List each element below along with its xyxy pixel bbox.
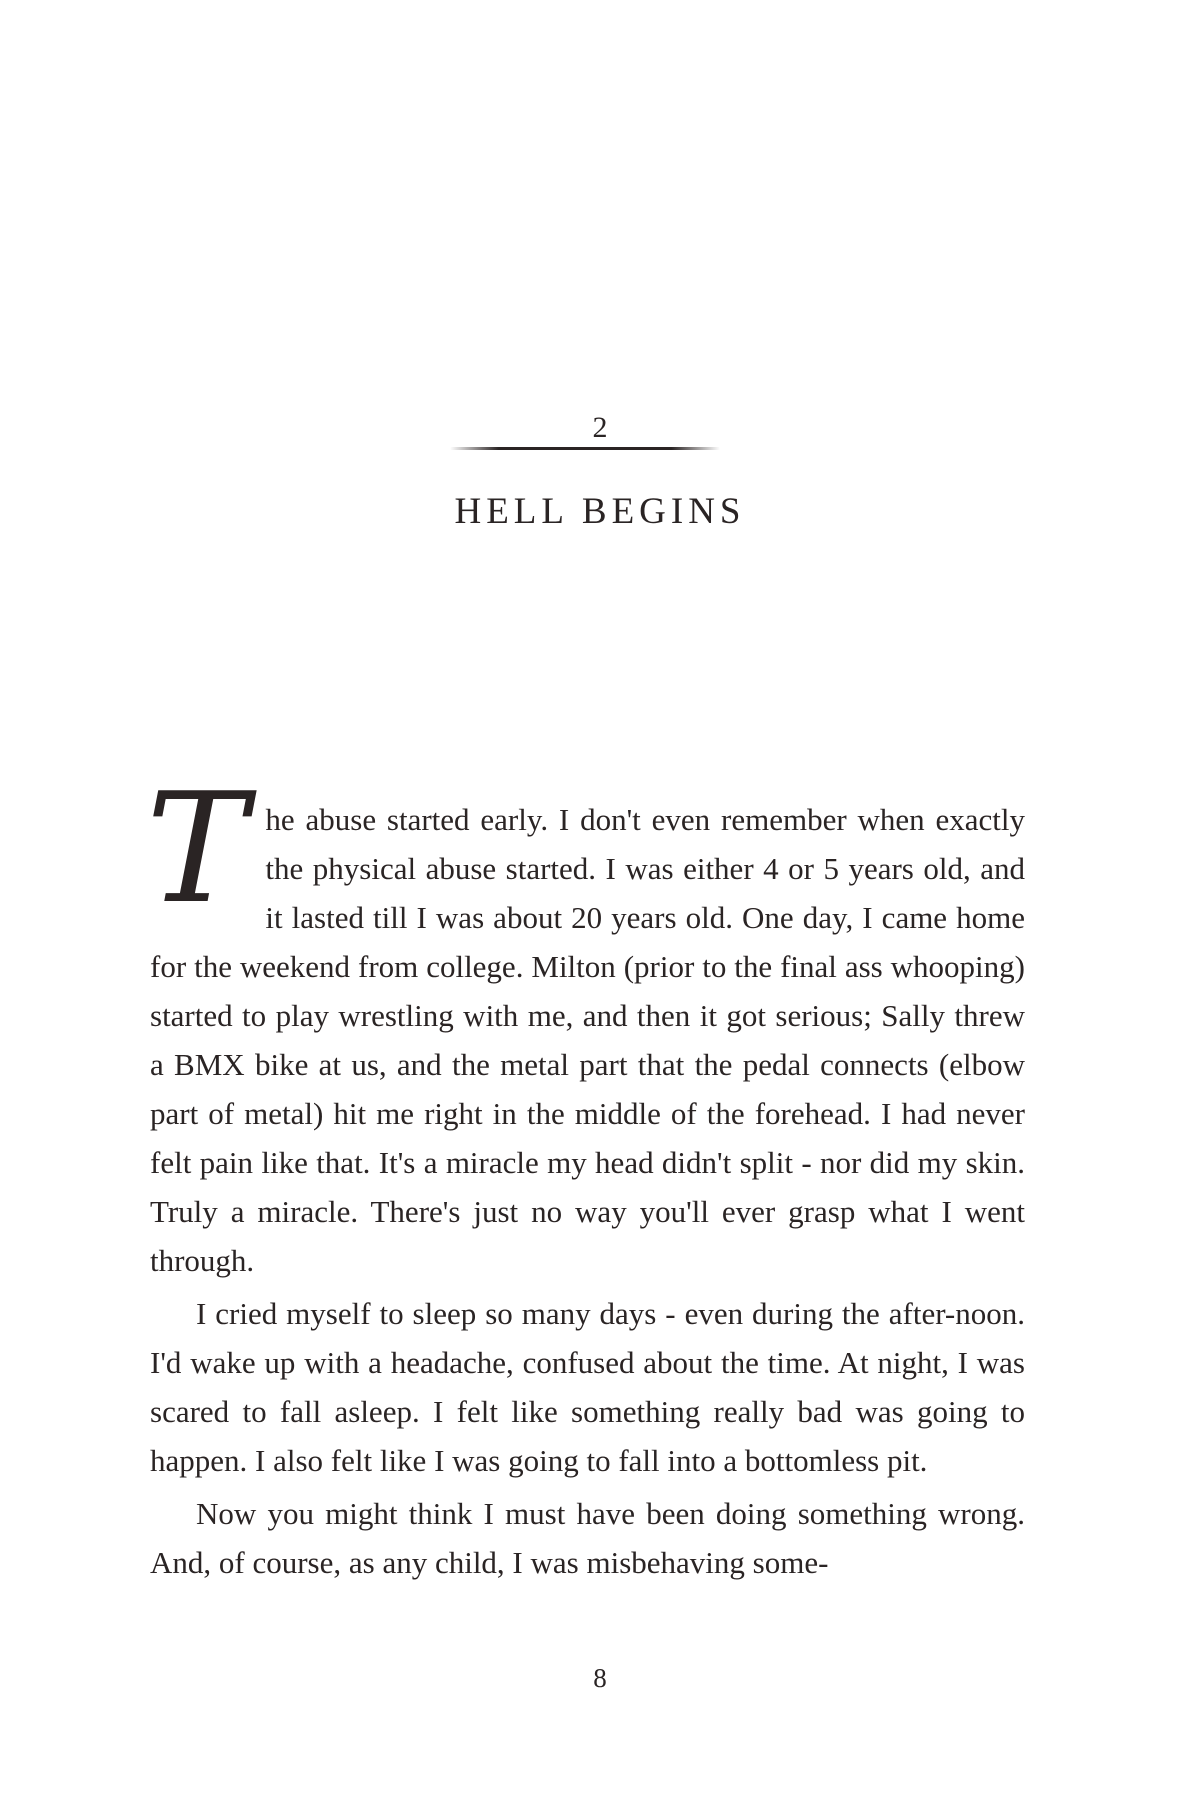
drop-cap: T [146, 760, 248, 937]
paragraph-1 [146, 760, 1025, 1285]
paragraph-3: Now you might think I must have been doing something wrong. And, of course, as any child, I was misbehaving some- [150, 1496, 1025, 1580]
body-text [146, 760, 1025, 1591]
paragraph-1-text: he abuse started early. I don't even remember when exactly the physical abuse started. I was either 4 or 5 years old, and it lasted till I was about 20 years old. One day, I came home for the weekend from college. Milton (prior to the final ass whooping) started to play wrestling with me, and then it got serious; Sally threw a BMX bike at us, and the metal part that the pedal connects (elbow part of metal) hit me right in the middle of the forehead. I had never felt pain like that. It's a miracle my head didn't split - nor did my skin. Truly a miracle. There's just no way you'll ever grasp what I went through. [150, 802, 1025, 1278]
chapter-number: 2 [592, 411, 608, 444]
chapter-divider [450, 447, 720, 450]
chapter-title: HELL BEGINS [454, 491, 746, 532]
page-number: 8 [593, 1663, 607, 1693]
paragraph-2: I cried myself to sleep so many days - even during the after-noon. I'd wake up with a headache, confused about the time. At night, I was scared to fall asleep. I felt like something really bad was going to happen. I also felt like I was going to fall into a bottomless pit. [150, 1296, 1025, 1478]
